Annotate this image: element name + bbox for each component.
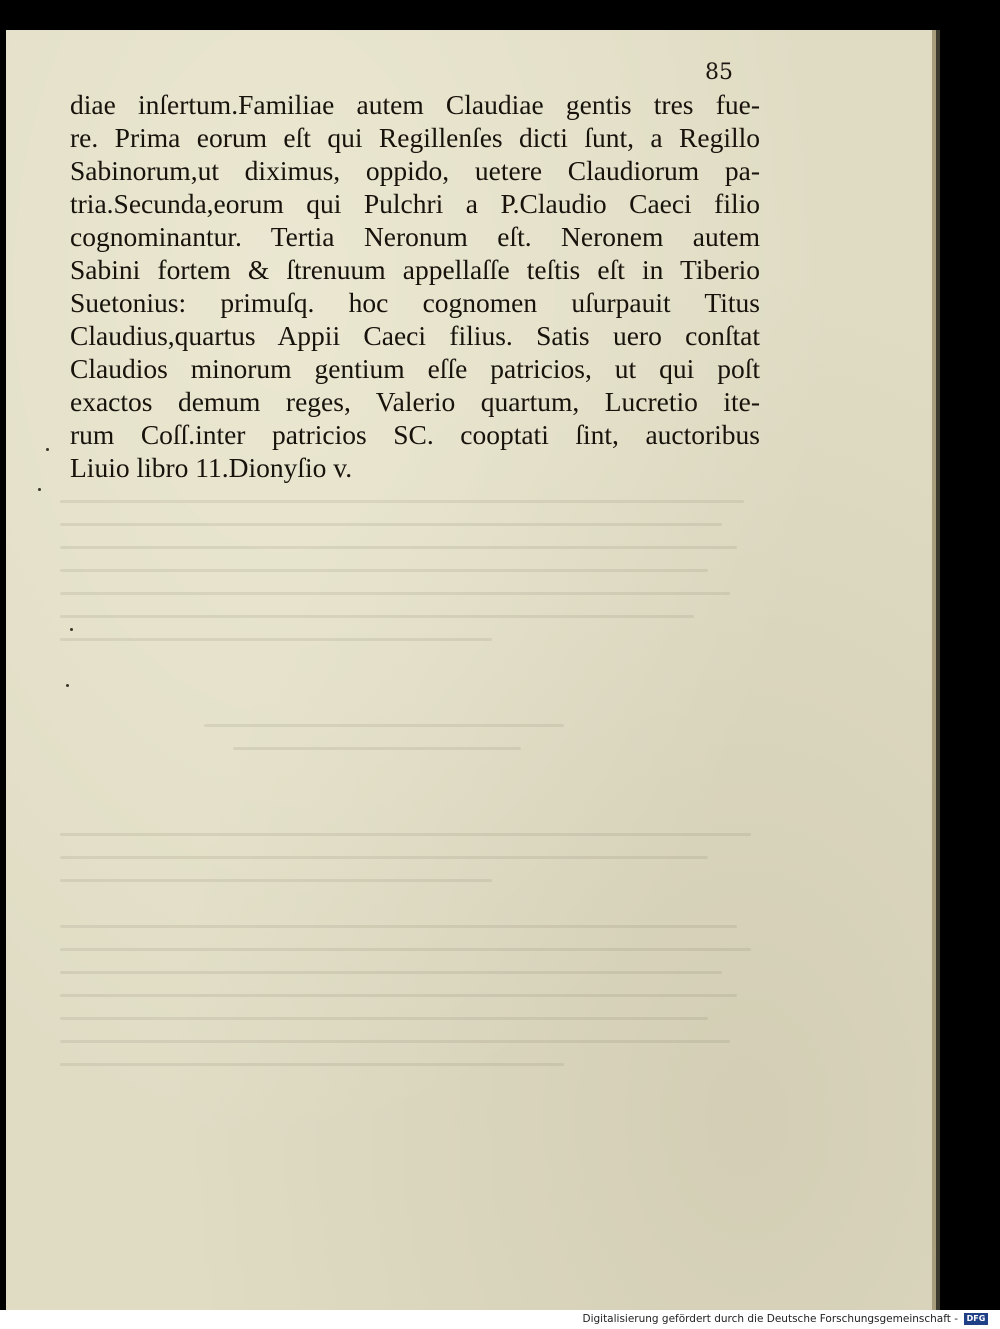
page-edge-shadow: [936, 30, 940, 1310]
text-line: Sabini fortem & ſtrenuum appellaſſe teſtis eſt in Tiberio: [70, 254, 760, 285]
dfg-logo: DFG: [964, 1313, 988, 1325]
text-line: exactos demum reges, Valerio quartum, Lucretio ite-: [70, 386, 760, 417]
text-line: rum Coſſ.inter patricios SC. cooptati ſint, auctoribus: [70, 419, 760, 450]
text-line: tria.Secunda,eorum qui Pulchri a P.Claudio Caeci filio: [70, 188, 760, 219]
text-line: diae inſertum.Familiae autem Claudiae gentis tres fue-: [70, 89, 760, 120]
text-line: Claudios minorum gentium eſſe patricios, ut qui poſt: [70, 353, 760, 384]
speck-mark: [66, 684, 69, 687]
speck-mark: [46, 448, 49, 451]
body-text: [70, 88, 760, 484]
text-line: re. Prima eorum eſt qui Regillenſes dicti ſunt, a Regillo: [70, 122, 760, 153]
text-line: Claudius,quartus Appii Caeci filius. Satis uero conſtat: [70, 320, 760, 351]
text-line: Liuio libro 11.Dionyſio v.: [70, 452, 353, 483]
text-line: Sabinorum,ut diximus, oppido, uetere Claudiorum pa-: [70, 155, 760, 186]
text-line: Suetonius: primuſq. hoc cognomen uſurpauit Titus: [70, 287, 760, 318]
speck-mark: [70, 628, 73, 631]
text-line: cognominantur. Tertia Neronum eſt. Neronem autem: [70, 221, 760, 252]
footer-credit: Digitalisierung gefördert durch die Deutsche Forschungsgemeinschaft -: [582, 1313, 958, 1325]
speck-mark: [38, 488, 41, 491]
page-number: 85: [705, 60, 733, 85]
